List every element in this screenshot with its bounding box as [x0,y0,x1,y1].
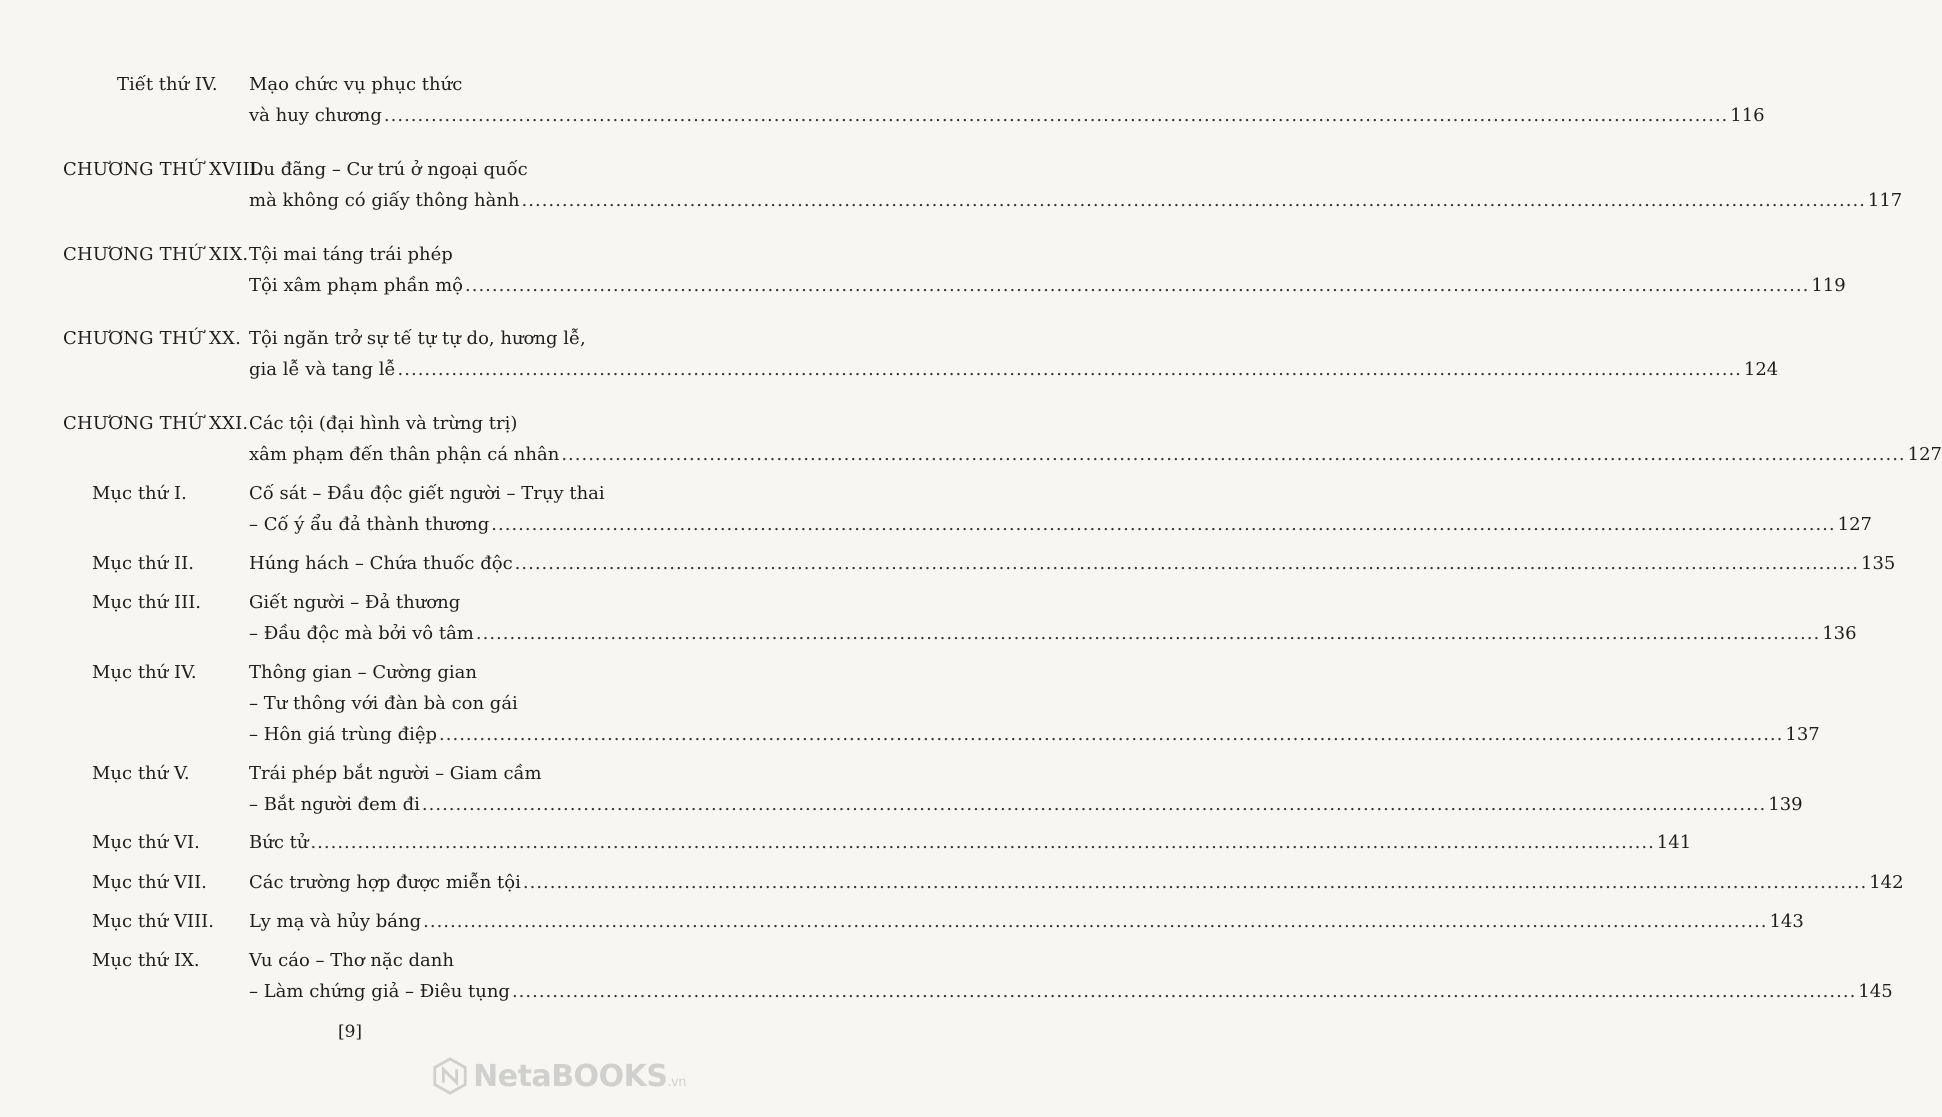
toc-title-text: Ly mạ và hủy báng [249,911,422,932]
toc-page-number: 117 [1867,190,1903,211]
toc-title-text: Thông gian – Cường gian [249,662,477,683]
toc-page-number: 145 [1858,981,1893,1002]
toc-entry-title [249,408,1942,470]
toc-title-text: Các trường hợp được miễn tội [249,872,521,893]
toc-page-number: 137 [1785,724,1820,745]
toc-title-text: Tội ngăn trở sự tế tự tự do, hương lễ, [249,328,586,349]
toc-entry-title-line [249,408,633,439]
toc-title-text: Các tội (đại hình và trừng trị) [249,413,518,434]
toc-entry-title-line [249,69,633,100]
toc-entry-title [249,239,1846,301]
toc-title-text: Mạo chức vụ phục thức [249,74,463,95]
toc-page-number: 143 [1769,911,1804,932]
toc-entry-title [249,906,1804,937]
toc-entry-title-line [249,323,633,354]
toc-entry-title-line [249,587,633,618]
dot-leader: ........................................................................................................................................................................................................ [475,623,1821,644]
toc-entry-title-line [249,548,1896,579]
toc-entry-label: CHƯƠNG THỨ XX. [63,328,241,349]
toc-entry-label: Tiết thứ IV. [117,74,218,95]
toc-entry-title-line [249,100,1765,131]
toc-entry-title-line [249,976,1893,1007]
toc-entry-label: Mục thứ III. [92,592,202,613]
page-number: [9] [337,1022,363,1042]
toc-page-number: 141 [1656,832,1692,853]
toc-entry-title [249,945,1893,1007]
toc-page-number: 142 [1869,872,1904,893]
dot-leader: ........................................................................................................................................................................................................ [439,724,1784,745]
toc-page-number: 127 [1907,444,1942,465]
toc-title-text: Giết người – Đả thương [249,592,461,613]
dot-leader: ........................................................................................................................................................................................................ [514,553,1859,574]
toc-entry-title-line [249,719,1820,750]
dot-leader: ........................................................................................................................................................................................................ [310,832,1655,853]
toc-entry-title [249,587,1857,649]
dot-leader: ........................................................................................................................................................................................................ [561,444,1906,465]
toc-entry-title-line [249,945,633,976]
toc-title-text: – Bắt người đem đi [249,794,420,815]
toc-entry-title [249,548,1896,579]
toc-title-text: Vu cáo – Thơ nặc danh [249,950,454,971]
toc-entry-title-line [249,657,633,688]
toc-title-text: xâm phạm đến thân phận cá nhân [249,444,560,465]
toc-entry-title [249,657,1820,750]
toc-entry-title-line [249,354,1779,385]
toc-entry-title [249,867,1904,898]
toc-entry-label: Mục thứ I. [92,483,187,504]
toc-entry-label: CHƯƠNG THỨ XIX. [63,244,249,265]
toc-entry-label: Mục thứ VI. [92,832,200,853]
toc-title-text: mà không có giấy thông hành [249,190,520,211]
dot-leader: ........................................................................................................................................................................................................ [491,514,1836,535]
toc-title-text: Tội mai táng trái phép [249,244,453,265]
toc-entry-label: CHƯƠNG THỨ XXI. [63,413,249,434]
watermark [431,1057,686,1095]
toc-entry-title-line [249,185,1903,216]
netabooks-logo-icon [431,1057,469,1095]
toc-page-number: 119 [1811,275,1846,296]
toc-entry-title [249,478,1872,540]
toc-entry-label: Mục thứ II. [92,553,194,574]
toc-entry-label: Mục thứ IV. [92,662,197,683]
toc-entry-title [249,323,1779,385]
toc-entry-title [249,154,1903,216]
toc-entry-label: Mục thứ VII. [92,872,207,893]
toc-title-text: Tội xâm phạm phần mộ [249,275,463,296]
toc-entry-title-line [249,154,633,185]
toc-entry-label: CHƯƠNG THỨ XVIII. [63,159,264,180]
toc-entry-label: Mục thứ V. [92,763,190,784]
toc-entry-title-line [249,618,1857,649]
toc-title-text: Húng hách – Chứa thuốc độc [249,553,513,574]
toc-page-number: 124 [1743,359,1779,380]
toc-entry-title-line [249,239,633,270]
toc-page-number: 116 [1730,105,1765,126]
toc-page-number: 136 [1822,623,1857,644]
toc-entry-title-line [249,789,1803,820]
dot-leader: ........................................................................................................................................................................................................ [383,105,1729,126]
toc-entry-title-line [249,758,633,789]
dot-leader: ........................................................................................................................................................................................................ [465,275,1810,296]
toc-title-text: Trái phép bắt người – Giam cầm [249,763,542,784]
toc-title-text: – Làm chứng giả – Điêu tụng [249,981,510,1002]
toc-title-text: Bức tử [249,832,309,853]
dot-leader: ........................................................................................................................................................................................................ [522,872,1868,893]
toc-title-text: – Hôn giá trùng điệp [249,724,438,745]
toc-entry-title-line [249,827,1692,858]
toc-title-text: Du đãng – Cư trú ở ngoại quốc [249,159,528,180]
toc-entry-title-line [249,867,1904,898]
watermark-text: NetaBOOKS.vn [473,1058,686,1094]
toc-entry-title-line [249,688,633,719]
toc-entry-title [249,827,1692,858]
dot-leader: ........................................................................................................................................................................................................ [397,359,1742,380]
toc-page-number: 127 [1837,514,1872,535]
toc-entry-title [249,758,1803,820]
toc-entry-label: Mục thứ VIII. [92,911,215,932]
toc-title-text: – Tư thông với đàn bà con gái [249,693,518,714]
dot-leader: ........................................................................................................................................................................................................ [511,981,1857,1002]
dot-leader: ........................................................................................................................................................................................................ [521,190,1866,211]
toc-title-text: – Đầu độc mà bởi vô tâm [249,623,474,644]
toc-entry-title-line [249,906,1804,937]
dot-leader: ........................................................................................................................................................................................................ [421,794,1767,815]
dot-leader: ........................................................................................................................................................................................................ [423,911,1768,932]
toc-entry-title [249,69,1765,131]
toc-entry-title-line [249,270,1846,301]
toc-entry-label: Mục thứ IX. [92,950,200,971]
toc-entry-title-line [249,478,633,509]
toc-entry-title-line [249,509,1872,540]
toc-title-text: – Cố ý ẩu đả thành thương [249,514,490,535]
toc-title-text: gia lễ và tang lễ [249,359,396,380]
toc-title-text: Cố sát – Đầu độc giết người – Trụy thai [249,483,605,504]
toc-title-text: và huy chương [249,105,382,126]
toc-entry-title-line [249,439,1942,470]
toc-page-number: 135 [1861,553,1896,574]
toc-page-number: 139 [1768,794,1803,815]
